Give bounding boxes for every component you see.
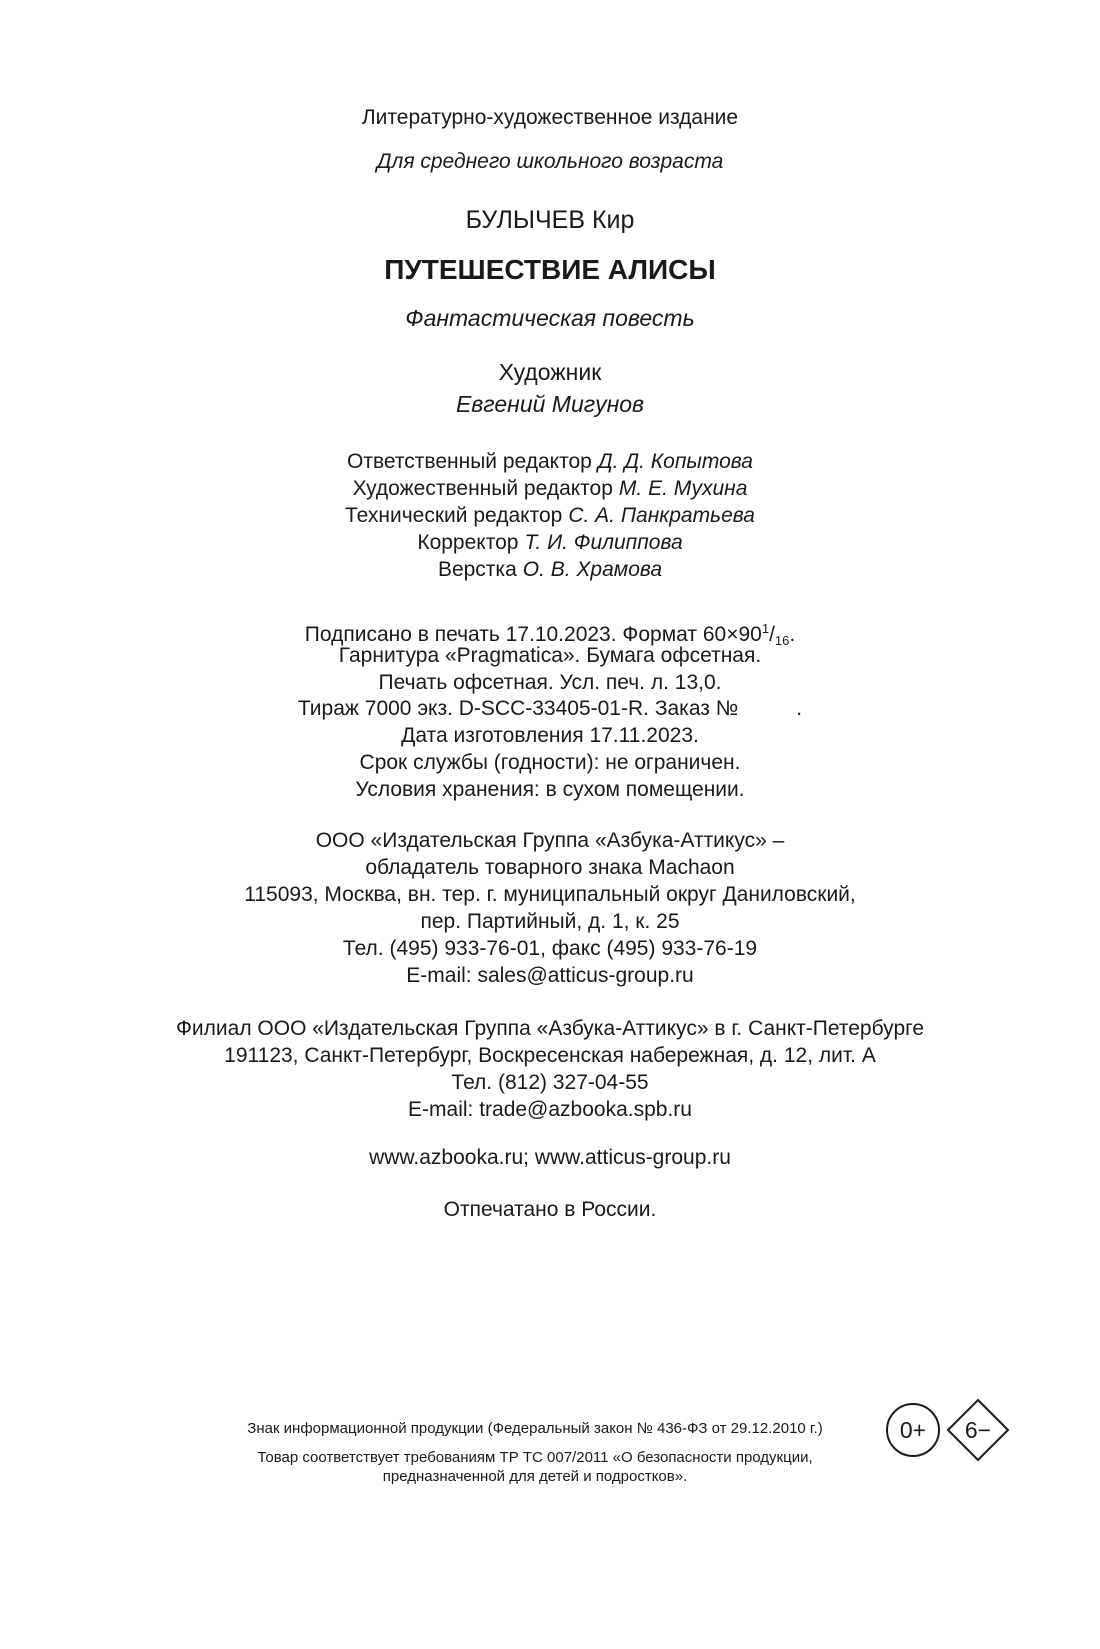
credit-name: Д. Д. Копытова bbox=[597, 450, 753, 473]
format-denominator: 16 bbox=[774, 633, 790, 648]
age-rating-text: 0+ bbox=[899, 1416, 927, 1443]
credit-name: С. А. Панкратьева bbox=[568, 504, 755, 527]
publisher-phone: Тел. (495) 933-76-01, факс (495) 933-76-19 bbox=[342, 937, 758, 960]
illustrator-label: Художник bbox=[498, 359, 602, 385]
credit-name: О. В. Храмова bbox=[522, 558, 663, 581]
format-numerator: 1 bbox=[761, 621, 770, 636]
compliance-line-2: предназначенной для детей и подростков». bbox=[382, 1468, 688, 1485]
compliance-line-1: Товар соответствует требованиям ТР ТС 007/2011 «О безопасности продукции, bbox=[257, 1449, 813, 1466]
printed-in: Отпечатано в России. bbox=[443, 1198, 657, 1221]
credit-name: М. Е. Мухина bbox=[618, 477, 748, 500]
book-title: ПУТЕШЕСТВИЕ АЛИСЫ bbox=[384, 254, 716, 285]
run-end: . bbox=[796, 697, 803, 720]
credit-name: Т. И. Филиппова bbox=[524, 531, 683, 554]
credit-role: Корректор bbox=[417, 531, 519, 554]
law-notice: Знак информационной продукции (Федеральный закон № 436-ФЗ от 29.12.2010 г.) bbox=[247, 1420, 823, 1437]
publisher-address-2: пер. Партийный, д. 1, к. 25 bbox=[420, 910, 680, 933]
age-rating-diamond-badge bbox=[946, 1398, 1010, 1462]
age-rating-secondary-text: 6− bbox=[964, 1416, 992, 1443]
publisher-address-1: 115093, Москва, вн. тер. г. муниципальный округ Даниловский, bbox=[244, 883, 856, 906]
run-line bbox=[0, 696, 1100, 722]
typeface-line: Гарнитура «Pragmatica». Бумага офсетная. bbox=[338, 644, 762, 667]
branch-name: Филиал ООО «Издательская Группа «Азбука-Аттикус» в г. Санкт-Петербурге bbox=[175, 1017, 925, 1040]
credit-line bbox=[0, 449, 1100, 475]
genre: Фантастическая повесть bbox=[405, 305, 695, 331]
illustrator-name: Евгений Мигунов bbox=[455, 391, 645, 417]
publisher-name: ООО «Издательская Группа «Азбука-Аттикус» – bbox=[315, 829, 785, 852]
shelf-life: Срок службы (годности): не ограничен. bbox=[359, 751, 741, 774]
format-slash: / bbox=[769, 623, 775, 646]
credit-role: Технический редактор bbox=[345, 504, 563, 527]
manufacture-date: Дата изготовления 17.11.2023. bbox=[401, 724, 699, 747]
age-rating-badge bbox=[886, 1403, 940, 1457]
format-end: . bbox=[789, 623, 796, 646]
publisher-trademark: обладатель товарного знака Machaon bbox=[365, 856, 735, 879]
publisher-email: E-mail: sales@atticus-group.ru bbox=[406, 964, 694, 987]
credit-line bbox=[0, 476, 1100, 502]
signed-text: Подписано в печать 17.10.2023. Формат 60×90 bbox=[304, 623, 762, 646]
printing-line: Печать офсетная. Усл. печ. л. 13,0. bbox=[378, 671, 722, 694]
credit-line bbox=[0, 557, 1100, 583]
branch-phone: Тел. (812) 327-04-55 bbox=[451, 1071, 649, 1094]
branch-email: E-mail: trade@azbooka.spb.ru bbox=[408, 1098, 692, 1121]
credit-line bbox=[0, 503, 1100, 529]
credit-role: Ответственный редактор bbox=[347, 450, 592, 473]
age-group: Для среднего школьного возраста bbox=[376, 150, 724, 173]
edition-type: Литературно-художественное издание bbox=[361, 106, 739, 129]
credit-role: Верстка bbox=[437, 558, 517, 581]
credit-line bbox=[0, 530, 1100, 556]
websites: www.azbooka.ru; www.atticus-group.ru bbox=[369, 1146, 731, 1169]
credit-role: Художественный редактор bbox=[352, 477, 613, 500]
author: БУЛЫЧЕВ Кир bbox=[465, 206, 635, 234]
branch-address: 191123, Санкт-Петербург, Воскресенская набережная, д. 12, лит. А bbox=[224, 1044, 876, 1067]
run-text: Тираж 7000 экз. D-SCC-33405-01-R. Заказ № bbox=[297, 697, 739, 720]
storage-conditions: Условия хранения: в сухом помещении. bbox=[355, 778, 745, 801]
